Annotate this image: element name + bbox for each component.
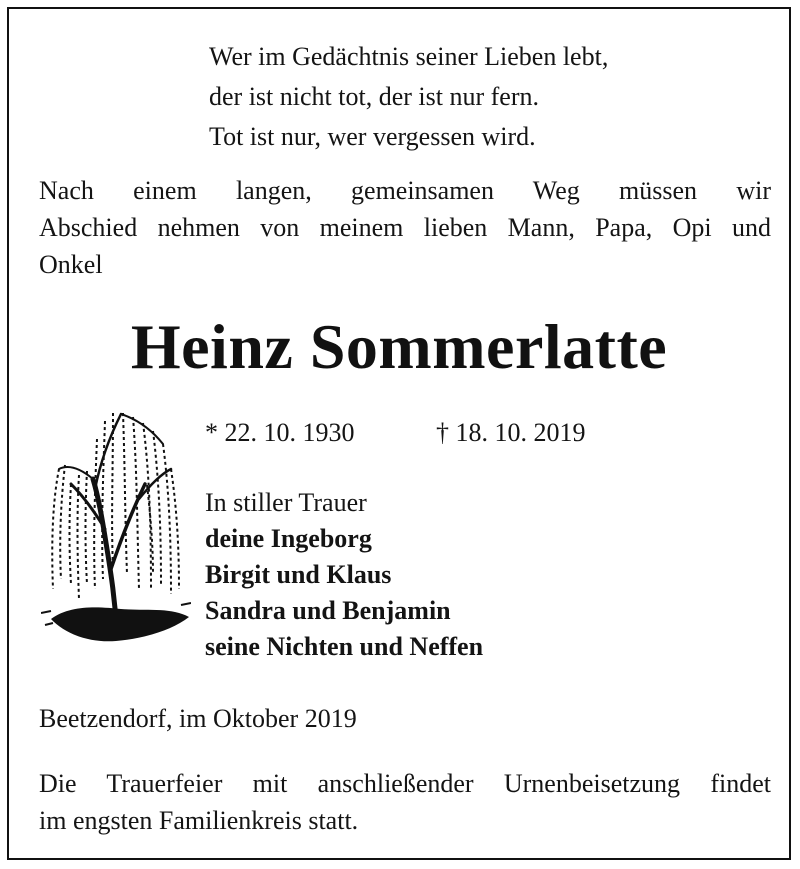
- ceremony-note: [39, 765, 771, 839]
- poem-line: der ist nicht tot, der ist nur fern.: [209, 82, 539, 111]
- weeping-willow-icon: [41, 399, 191, 659]
- poem-line: Wer im Gedächtnis seiner Lieben lebt,: [209, 42, 609, 71]
- poem-line: Tot ist nur, wer vergessen wird.: [209, 122, 536, 151]
- ceremony-line: Die Trauerfeier mit anschließender Urnenbeisetzung findet: [39, 769, 771, 798]
- intro-line: Abschied nehmen von meinem lieben Mann, Papa, Opi und: [39, 213, 771, 242]
- death-date: † 18. 10. 2019: [436, 418, 586, 447]
- mourner-name: deine Ingeborg: [205, 524, 372, 553]
- birth-date: * 22. 10. 1930: [205, 418, 355, 447]
- deceased-name: Heinz Sommerlatte: [130, 311, 668, 382]
- mourner-name: Sandra und Benjamin: [205, 596, 451, 625]
- mourners-intro: In stiller Trauer: [205, 488, 367, 517]
- mourner-name: seine Nichten und Neffen: [205, 632, 484, 661]
- intro-text: [39, 172, 771, 283]
- poem: [209, 37, 608, 157]
- place-date: Beetzendorf, im Oktober 2019: [39, 704, 357, 733]
- mourners: [205, 485, 483, 665]
- intro-line: Nach einem langen, gemeinsamen Weg müssen wir: [39, 176, 771, 205]
- obituary-frame: [7, 7, 791, 860]
- intro-line: Onkel: [39, 250, 103, 279]
- mourner-name: Birgit und Klaus: [205, 560, 392, 589]
- ceremony-line: im engsten Familienkreis statt.: [39, 806, 359, 835]
